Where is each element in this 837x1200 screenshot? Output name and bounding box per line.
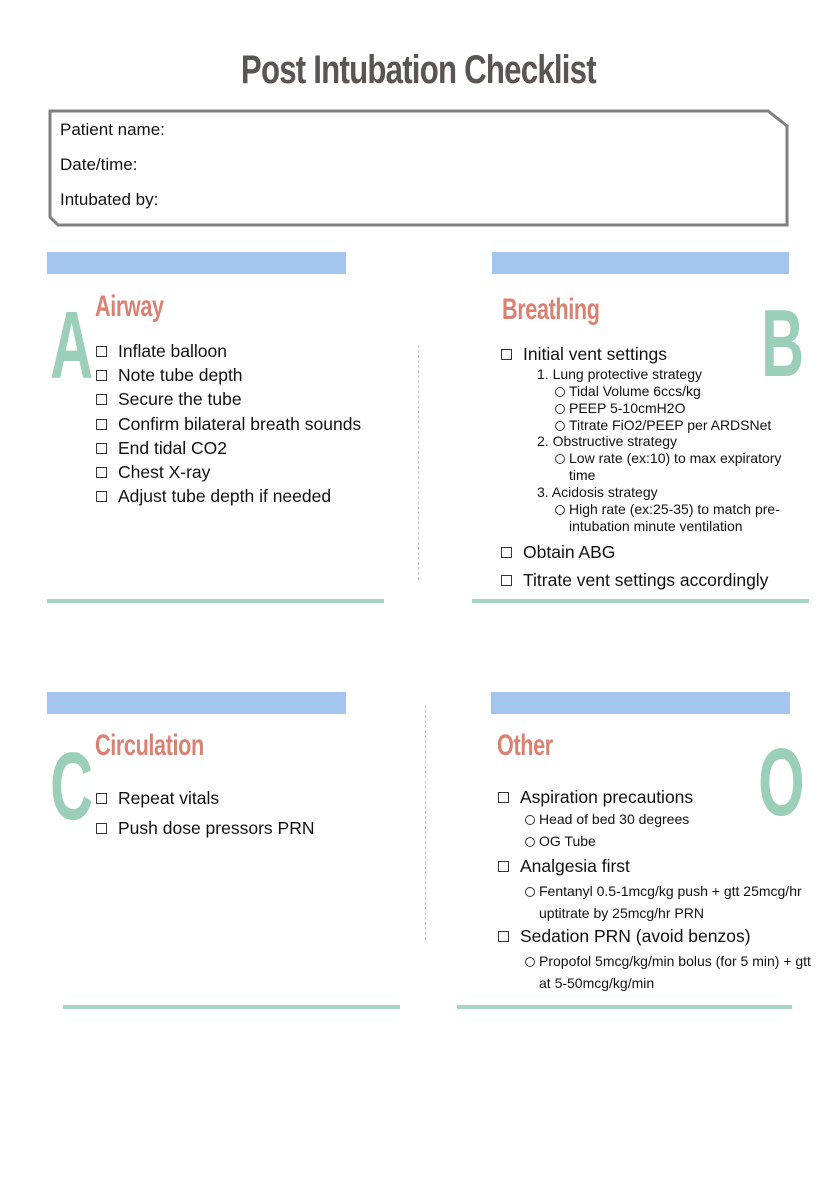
- list-item[interactable]: End tidal CO2: [96, 436, 361, 460]
- intubated-by-label: Intubated by:: [60, 190, 159, 209]
- checkbox[interactable]: [96, 370, 107, 381]
- circle-bullet-icon: [525, 837, 535, 847]
- list-item[interactable]: Adjust tube depth if needed: [96, 485, 361, 509]
- strategy-label: 1. Lung protective strategy: [537, 366, 702, 382]
- circulation-footer-bar: [63, 1005, 400, 1009]
- sub-item[interactable]: Titrate FiO2/PEEP per ARDSNet: [555, 417, 771, 434]
- sedation-item[interactable]: Sedation PRN (avoid benzos): [498, 924, 751, 948]
- airway-header-bar: [47, 252, 346, 274]
- airway-title: Airway: [95, 290, 164, 323]
- breathing-footer-bar: [472, 599, 809, 603]
- list-item[interactable]: Note tube depth: [96, 363, 361, 387]
- circulation-letter: C: [50, 733, 94, 840]
- sub-item[interactable]: PEEP 5-10cmH2O: [555, 400, 685, 417]
- checkbox[interactable]: [498, 792, 509, 803]
- circulation-header-bar: [47, 692, 346, 714]
- other-footer-bar: [457, 1005, 792, 1009]
- checkbox[interactable]: [96, 467, 107, 478]
- bottom-divider: [425, 705, 426, 940]
- patient-name-label: Patient name:: [60, 120, 165, 139]
- list-item[interactable]: Secure the tube: [96, 388, 361, 412]
- strategy-label: 3. Acidosis strategy: [537, 484, 658, 500]
- airway-footer-bar: [47, 599, 384, 603]
- circle-bullet-icon: [555, 454, 565, 464]
- circle-bullet-icon: [555, 421, 565, 431]
- sub-item[interactable]: Head of bed 30 degrees: [525, 811, 689, 828]
- page-title: Post Intubation Checklist: [240, 48, 596, 92]
- top-divider: [418, 345, 419, 580]
- circulation-checklist: [96, 784, 314, 843]
- other-header-bar: [491, 692, 790, 714]
- circle-bullet-icon: [555, 387, 565, 397]
- sub-item[interactable]: Propofol 5mcg/kg/min bolus (for 5 min) + gtt at 5-50mcg/kg/min: [525, 950, 825, 994]
- circle-bullet-icon: [555, 505, 565, 515]
- analgesia-item[interactable]: Analgesia first: [498, 854, 630, 878]
- airway-letter: A: [50, 292, 94, 399]
- checkbox[interactable]: [96, 443, 107, 454]
- checkbox[interactable]: [498, 861, 509, 872]
- circle-bullet-icon: [525, 815, 535, 825]
- checkbox[interactable]: [96, 823, 107, 834]
- list-item[interactable]: Confirm bilateral breath sounds: [96, 412, 361, 436]
- list-item[interactable]: Push dose pressors PRN: [96, 814, 314, 844]
- list-item[interactable]: Repeat vitals: [96, 784, 314, 814]
- list-item[interactable]: Chest X-ray: [96, 460, 361, 484]
- checkbox[interactable]: [96, 491, 107, 502]
- checkbox[interactable]: [96, 793, 107, 804]
- checkbox[interactable]: [96, 346, 107, 357]
- sub-item[interactable]: Low rate (ex:10) to max expiratory time: [555, 450, 795, 484]
- circle-bullet-icon: [525, 887, 535, 897]
- sub-item[interactable]: High rate (ex:25-35) to match pre-intubation minute ventilation: [555, 501, 795, 535]
- sub-item[interactable]: OG Tube: [525, 833, 596, 850]
- strategy-label: 2. Obstructive strategy: [537, 433, 678, 449]
- circulation-title: Circulation: [95, 729, 204, 762]
- breathing-letter: B: [761, 290, 805, 397]
- checkbox[interactable]: [501, 575, 512, 586]
- checkbox[interactable]: [498, 931, 509, 942]
- date-time-label: Date/time:: [60, 155, 138, 174]
- sub-item[interactable]: Fentanyl 0.5-1mcg/kg push + gtt 25mcg/hr uptitrate by 25mcg/hr PRN: [525, 880, 825, 924]
- titrate-vent-item[interactable]: Titrate vent settings accordingly: [501, 568, 768, 592]
- circle-bullet-icon: [525, 957, 535, 967]
- checkbox[interactable]: [96, 394, 107, 405]
- patient-info-box: [46, 108, 791, 228]
- checkbox[interactable]: [96, 419, 107, 430]
- checkbox[interactable]: [501, 547, 512, 558]
- sub-item[interactable]: Tidal Volume 6ccs/kg: [555, 383, 701, 400]
- list-item[interactable]: Inflate balloon: [96, 339, 361, 363]
- obtain-abg-item[interactable]: Obtain ABG: [501, 540, 615, 564]
- other-title: Other: [497, 729, 553, 762]
- other-letter: O: [758, 729, 805, 836]
- checkbox[interactable]: [501, 349, 512, 360]
- breathing-header-bar: [492, 252, 789, 274]
- circle-bullet-icon: [555, 404, 565, 414]
- aspiration-item[interactable]: Aspiration precautions: [498, 785, 693, 809]
- airway-checklist: [96, 339, 361, 509]
- initial-vent-item[interactable]: Initial vent settings: [501, 342, 667, 366]
- breathing-title: Breathing: [502, 293, 600, 326]
